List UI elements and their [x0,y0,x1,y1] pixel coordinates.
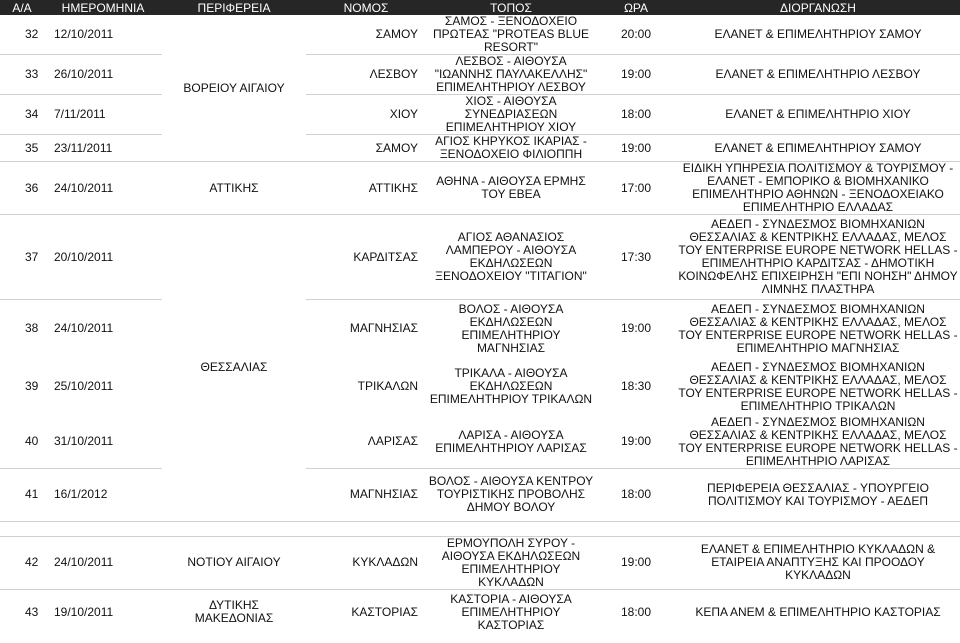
row-aa: 39 [25,379,39,393]
table-row [0,416,960,469]
header-row [0,0,960,15]
row-prefecture: ΚΑΣΤΟΡΙΑΣ [351,604,418,619]
table-row [0,55,960,95]
row-place: ΤΡΙΚΑΛΑ - ΑΙΘΟΥΣΑ ΕΚΔΗΛΩΣΕΩΝ ΕΠΙΜΕΛΗΤΗΡΙΟΥ ΤΡΙΚΑΛΩΝ [429,366,593,406]
row-time: 20:00 [596,15,676,55]
table-row [0,468,960,521]
row-date: 19/10/2011 [54,604,114,619]
row-region: ΒΟΡΕΙΟΥ ΑΙΓΑΙΟΥ [162,15,306,162]
table-row [0,135,960,162]
row-organizer: ΠΕΡΙΦΕΡΕΙΑ ΘΕΣΣΑΛΙΑΣ - ΥΠΟΥΡΓΕΙΟ ΠΟΛΙΤΙΣΜΟΥ ΚΑΙ ΤΟΥΡΙΣΜΟΥ - ΑΕΔΕΠ [676,468,960,521]
row-date: 25/10/2011 [54,379,114,393]
row-prefecture: ΣΑΜΟΥ [306,15,426,55]
row-aa: 40 [0,416,44,469]
row-date: 16/1/2012 [44,468,162,521]
row-organizer: ΑΕΔΕΠ - ΣΥΝΔΕΣΜΟΣ ΒΙΟΜΗΧΑΝΙΩΝ ΘΕΣΣΑΛΙΑΣ & ΚΕΝΤΡΙΚΗΣ ΕΛΛΑΔΑΣ, ΜΕΛΟΣ ΤΟΥ ENTERPRISE EUROPE NETWORK HELLAS - ΕΠΙΜΕΛΗΤΗΡΙΟ ΤΡΙΚΑΛΩΝ [678,359,958,413]
table-row [0,300,960,358]
row-time: 18:00 [596,95,676,135]
row-place: ΑΓΙΟΣ ΚΗΡΥΚΟΣ ΙΚΑΡΙΑΣ - ΞΕΝΟΔΟΧΕΙΟ ΦΙΛΙΟΠΠΗ [426,135,596,162]
row-prefecture: ΑΤΤΙΚΗΣ [306,162,426,215]
row-time: 18:00 [620,604,652,619]
row-organizer: ΚΕΠΑ ΑΝΕΜ & ΕΠΙΜΕΛΗΤΗΡΙΟ ΚΑΣΤΟΡΙΑΣ [695,604,941,619]
row-place: ΒΟΛΟΣ - ΑΙΘΟΥΣΑ ΚΕΝΤΡΟΥ ΤΟΥΡΙΣΤΙΚΗΣ ΠΡΟΒΟΛΗΣ ΔΗΜΟΥ ΒΟΛΟΥ [426,468,596,521]
spacer-row [0,521,960,536]
row-organizer: ΑΕΔΕΠ - ΣΥΝΔΕΣΜΟΣ ΒΙΟΜΗΧΑΝΙΩΝ ΘΕΣΣΑΛΙΑΣ & ΚΕΝΤΡΙΚΗΣ ΕΛΛΑΔΑΣ, ΜΕΛΟΣ ΤΟΥ ENTERPRISE EUROPE NETWORK HELLAS - ΕΠΙΜΕΛΗΤΗΡΙΟ ΚΑΡΔΙΤΣΑΣ - ΔΗΜΟΤΙΚΗ ΚΟΙΝΩΦΕΛΗΣ ΕΠΙΧΕΙΡΗΣΗ "ΕΠΙ ΝΟΗΣΗ" ΔΗΜΟΥ ΛΙΜΝΗΣ ΠΛΑΣΤΗΡΑ [676,215,960,300]
row-place: ΣΑΜΟΣ - ΞΕΝΟΔΟΧΕΙΟ ΠΡΩΤΕΑΣ "PROTEAS BLUE RESORT" [426,15,596,55]
row-place: ΛΑΡΙΣΑ - ΑΙΘΟΥΣΑ ΕΠΙΜΕΛΗΤΗΡΙΟΥ ΛΑΡΙΣΑΣ [426,416,596,469]
table-row [0,15,960,55]
row-prefecture: ΜΑΓΝΗΣΙΑΣ [306,468,426,521]
header-aa: Α/Α [0,0,44,15]
table-row [0,215,960,300]
row-aa: 38 [25,321,39,336]
row-date: 23/11/2011 [44,135,162,162]
row-aa: 41 [0,468,44,521]
table-row [0,162,960,215]
header-date: ΗΜΕΡΟΜΗΝΙΑ [44,0,162,15]
header-region: ΠΕΡΙΦΕΡΕΙΑ [162,0,306,15]
row-prefecture: ΛΕΣΒΟΥ [306,55,426,95]
row-prefecture: ΜΑΓΝΗΣΙΑΣ [349,321,418,336]
header-prefecture: ΝΟΜΟΣ [306,0,426,15]
row-aa: 33 [0,55,44,95]
table-row [0,536,960,589]
row-time: 18:30 [620,379,652,393]
row-prefecture: ΣΑΜΟΥ [306,135,426,162]
table-row [0,95,960,135]
row-aa: 37 [0,215,44,300]
row-region: ΑΤΤΙΚΗΣ [162,162,306,215]
header-place: ΤΟΠΟΣ [426,0,596,15]
row-prefecture: ΚΥΚΛΑΔΩΝ [306,536,426,589]
row-time: 17:30 [596,215,676,300]
row-time: 19:00 [620,321,652,336]
row-region: ΔΥΤΙΚΗΣ ΜΑΚΕΔΟΝΙΑΣ [194,598,274,626]
row-time: 17:00 [596,162,676,215]
row-organizer: ΕΛΑΝΕΤ & ΕΠΙΜΕΛΗΤΗΡΙΟΥ ΣΑΜΟΥ [676,15,960,55]
row-date: 24/10/2011 [44,162,162,215]
row-time: 18:00 [596,468,676,521]
row-prefecture: ΧΙΟΥ [306,95,426,135]
row-aa: 34 [0,95,44,135]
row-place: ΛΕΣΒΟΣ - ΑΙΘΟΥΣΑ "ΙΩΑΝΝΗΣ ΠΑΥΛΑΚΕΛΛΗΣ" ΕΠΙΜΕΛΗΤΗΡΙΟΥ ΛΕΣΒΟΥ [426,55,596,95]
row-date: 31/10/2011 [44,416,162,469]
row-region: ΝΟΤΙΟΥ ΑΙΓΑΙΟΥ [162,536,306,589]
row-aa: 43 [25,604,39,619]
row-date: 12/10/2011 [44,15,162,55]
row-organizer: ΕΛΑΝΕΤ & ΕΠΙΜΕΛΗΤΗΡΙΟ ΧΙΟΥ [676,95,960,135]
row-place: ΒΟΛΟΣ - ΑΙΘΟΥΣΑ ΕΚΔΗΛΩΣΕΩΝ ΕΠΙΜΕΛΗΤΗΡΙΟΥ ΜΑΓΝΗΣΙΑΣ [458,301,564,355]
table-row [0,589,960,635]
row-date: 26/10/2011 [44,55,162,95]
header-organizer: ΔΙΟΡΓΑΝΩΣΗ [676,0,960,15]
row-time: 19:00 [596,55,676,95]
row-time: 19:00 [596,135,676,162]
row-prefecture: ΛΑΡΙΣΑΣ [306,416,426,469]
row-date: 24/10/2011 [54,321,114,336]
row-prefecture: ΚΑΡΔΙΤΣΑΣ [306,215,426,300]
table-row [0,358,960,416]
row-time: 19:00 [596,416,676,469]
row-organizer: ΕΙΔΙΚΗ ΥΠΗΡΕΣΙΑ ΠΟΛΙΤΙΣΜΟΥ & ΤΟΥΡΙΣΜΟΥ - ΕΛΑΝΕΤ - ΕΜΠΟΡΙΚΟ & ΒΙΟΜΗΧΑΝΙΚΟ ΕΠΙΜΕΛΗΤΗΡΙΟ ΑΘΗΝΩΝ - ΞΕΝΟΔΟΧΕΙΑΚΟ ΕΠΙΜΕΛΗΤΗΡΙΟ ΕΛΛΑΔΑΣ [676,162,960,215]
row-place: ΕΡΜΟΥΠΟΛΗ ΣΥΡΟΥ - ΑΙΘΟΥΣΑ ΕΚΔΗΛΩΣΕΩΝ ΕΠΙΜΕΛΗΤΗΡΙΟΥ ΚΥΚΛΑΔΩΝ [426,536,596,589]
row-time: 19:00 [596,536,676,589]
row-organizer: ΕΛΑΝΕΤ & ΕΠΙΜΕΛΗΤΗΡΙΟ ΛΕΣΒΟΥ [676,55,960,95]
row-aa: 42 [0,536,44,589]
row-organizer: ΕΛΑΝΕΤ & ΕΠΙΜΕΛΗΤΗΡΙΟΥ ΣΑΜΟΥ [676,135,960,162]
row-place: ΑΘΗΝΑ - ΑΙΘΟΥΣΑ ΕΡΜΗΣ ΤΟΥ ΕΒΕΑ [426,162,596,215]
row-aa: 36 [0,162,44,215]
row-region: ΘΕΣΣΑΛΙΑΣ [162,215,306,522]
row-date: 20/10/2011 [44,215,162,300]
row-date: 7/11/2011 [44,95,162,135]
header-time: ΩΡΑ [596,0,676,15]
row-aa: 35 [0,135,44,162]
row-date: 24/10/2011 [44,536,162,589]
row-place: ΑΓΙΟΣ ΑΘΑΝΑΣΙΟΣ ΛΑΜΠΕΡΟΥ - ΑΙΘΟΥΣΑ ΕΚΔΗΛΩΣΕΩΝ ΞΕΝΟΔΟΧΕΙΟΥ "ΤΙΤΑΓΙΟΝ" [426,215,596,300]
row-organizer: ΑΕΔΕΠ - ΣΥΝΔΕΣΜΟΣ ΒΙΟΜΗΧΑΝΙΩΝ ΘΕΣΣΑΛΙΑΣ & ΚΕΝΤΡΙΚΗΣ ΕΛΛΑΔΑΣ, ΜΕΛΟΣ ΤΟΥ ENTERPRISE EUROPE NETWORK HELLAS - ΕΠΙΜΕΛΗΤΗΡΙΟ ΛΑΡΙΣΑΣ [676,416,960,469]
row-prefecture: ΤΡΙΚΑΛΩΝ [357,379,418,393]
row-place: ΧΙΟΣ - ΑΙΘΟΥΣΑ ΣΥΝΕΔΡΙΑΣΕΩΝ ΕΠΙΜΕΛΗΤΗΡΙΟΥ ΧΙΟΥ [426,95,596,135]
row-organizer: ΕΛΑΝΕΤ & ΕΠΙΜΕΛΗΤΗΡΙΟ ΚΥΚΛΑΔΩΝ & ΕΤΑΙΡΕΙΑ ΑΝΑΠΤΥΞΗΣ ΚΑΙ ΠΡΟΟΔΟΥ ΚΥΚΛΑΔΩΝ [676,536,960,589]
row-aa: 32 [0,15,44,55]
row-organizer: ΑΕΔΕΠ - ΣΥΝΔΕΣΜΟΣ ΒΙΟΜΗΧΑΝΙΩΝ ΘΕΣΣΑΛΙΑΣ & ΚΕΝΤΡΙΚΗΣ ΕΛΛΑΔΑΣ, ΜΕΛΟΣ ΤΟΥ ENTERPRISE EUROPE NETWORK HELLAS - ΕΠΙΜΕΛΗΤΗΡΙΟ ΜΑΓΝΗΣΙΑΣ [678,301,958,355]
row-place: ΚΑΣΤΟΡΙΑ - ΑΙΘΟΥΣΑ ΕΠΙΜΕΛΗΤΗΡΙΟΥ ΚΑΣΤΟΡΙΑΣ [450,591,572,632]
